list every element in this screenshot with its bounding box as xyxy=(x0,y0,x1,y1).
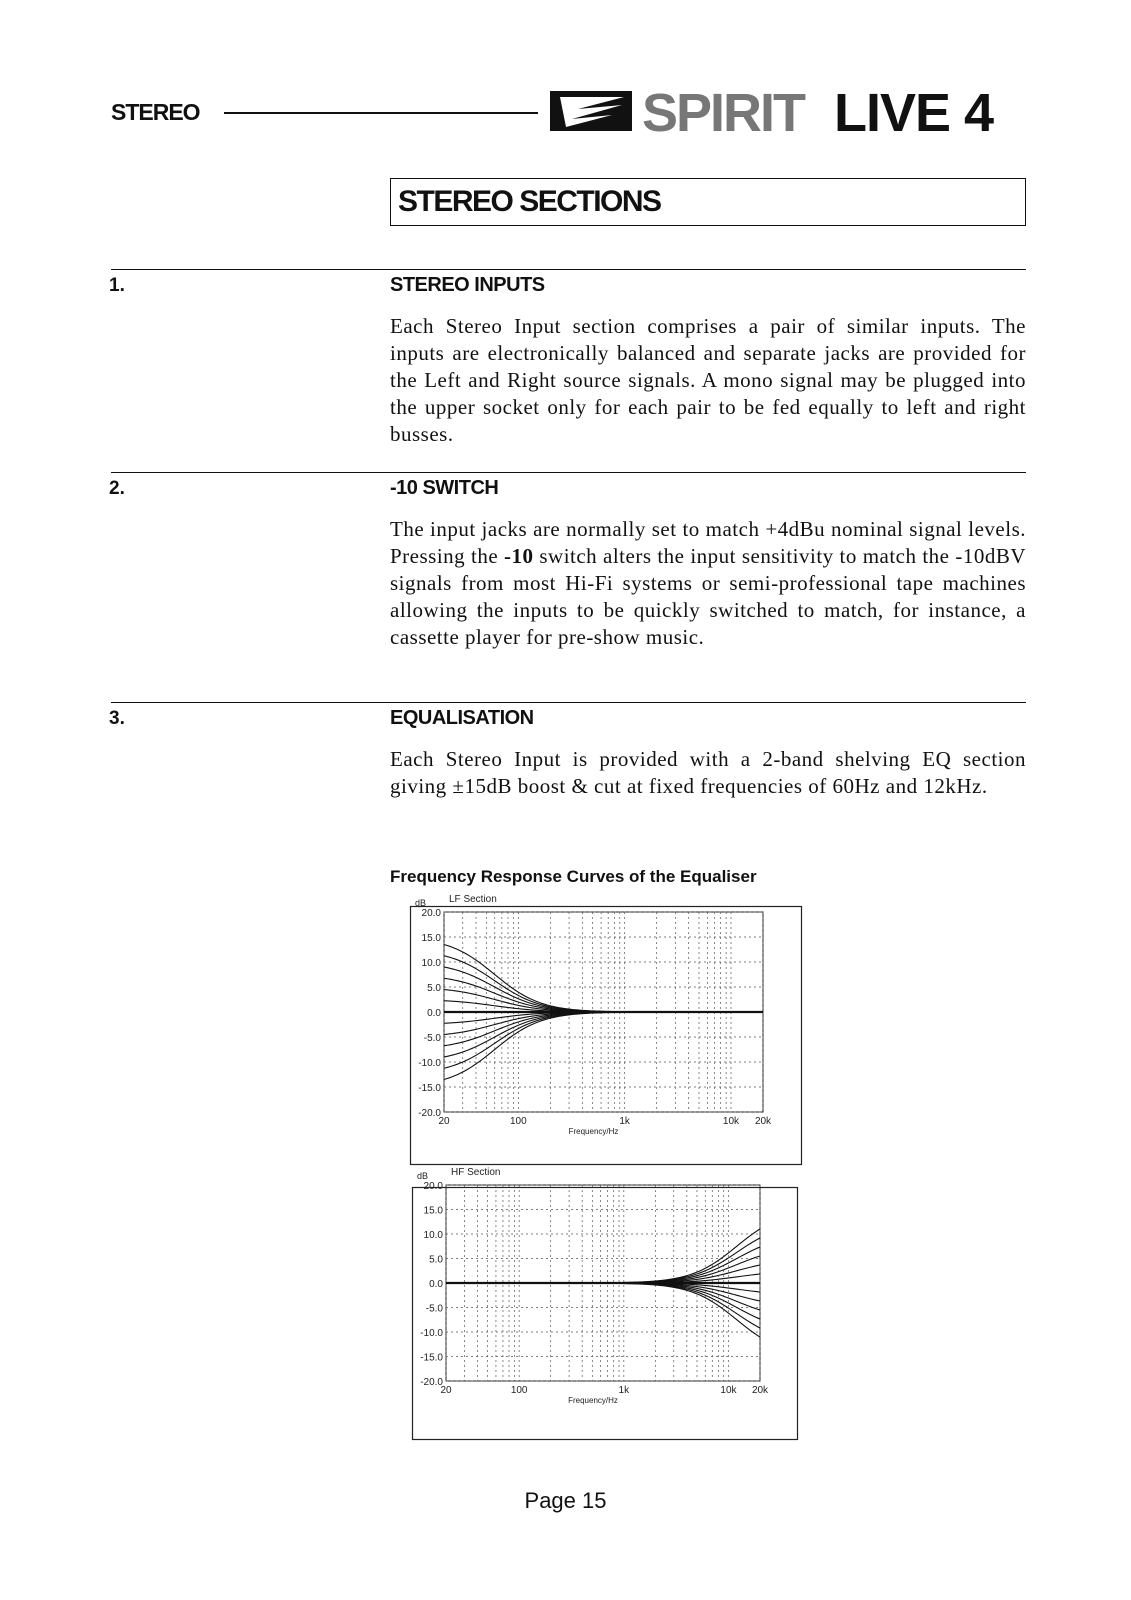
y-tick-label: -20.0 xyxy=(418,1108,441,1119)
page-title-box xyxy=(390,178,1026,226)
hf-eq-chart xyxy=(412,1167,798,1440)
x-tick-label: 1k xyxy=(618,1385,630,1396)
page-title: STEREO SECTIONS xyxy=(398,185,661,218)
x-tick-label: 1k xyxy=(619,1116,630,1127)
x-tick-label: 10k xyxy=(722,1116,740,1127)
y-axis-label: dB xyxy=(417,1171,429,1181)
section-number: 2. xyxy=(109,478,125,499)
chart-title: HF Section xyxy=(451,1167,501,1178)
x-tick-label: 20 xyxy=(440,1385,452,1396)
y-tick-label: 15.0 xyxy=(423,1205,443,1217)
section-rule xyxy=(111,702,1026,703)
brand-spirit-text: SPIRIT xyxy=(642,83,805,143)
y-tick-label: 10.0 xyxy=(421,958,441,969)
lf-eq-chart xyxy=(410,894,802,1165)
section-body: Each Stereo Input section comprises a pair of similar inputs. The inputs are electronically balanced and separate jacks are provided for the Left and Right source signals. A mono signal may be plugged into the upper socket only for each pair to be fed equally to left and right busses. xyxy=(390,314,1026,446)
y-tick-label: -10.0 xyxy=(420,1328,443,1339)
section-body: Each Stereo Input is provided with a 2-band shelving EQ section giving ±15dB boost & cut at fixed frequencies of 60Hz and 12kHz. xyxy=(390,747,1026,798)
y-tick-label: -20.0 xyxy=(420,1377,443,1388)
section-title: STEREO INPUTS xyxy=(390,274,545,296)
section-number: 1. xyxy=(109,275,125,296)
x-tick-label: 20k xyxy=(751,1385,769,1396)
section-rule xyxy=(111,472,1026,473)
header-section-label: STEREO xyxy=(111,99,200,125)
y-tick-label: -5.0 xyxy=(425,1303,443,1315)
y-tick-label: 15.0 xyxy=(421,933,441,944)
y-tick-label: -10.0 xyxy=(418,1058,441,1069)
chart-frame xyxy=(411,907,802,1165)
y-tick-label: 20.0 xyxy=(421,908,441,919)
chart-title: LF Section xyxy=(449,894,497,905)
y-tick-label: -5.0 xyxy=(423,1033,441,1044)
section-title: -10 SWITCH xyxy=(390,477,499,499)
x-tick-label: 10k xyxy=(720,1385,737,1396)
header-rule xyxy=(224,112,538,114)
spirit-live-4-logo xyxy=(548,83,1020,141)
section-body-bold: -10 xyxy=(504,544,534,568)
x-axis-label: Frequency/Hz xyxy=(568,1127,619,1136)
y-tick-label: 0.0 xyxy=(429,1279,443,1290)
x-tick-label: 100 xyxy=(509,1116,527,1127)
y-tick-label: 20.0 xyxy=(423,1181,443,1192)
x-tick-label: 100 xyxy=(510,1385,528,1396)
y-tick-label: 10.0 xyxy=(423,1230,443,1241)
x-tick-label: 20 xyxy=(438,1116,450,1127)
section-body xyxy=(390,516,1026,651)
section-title: EQUALISATION xyxy=(390,707,534,729)
y-tick-label: 5.0 xyxy=(427,983,441,994)
y-tick-label: 5.0 xyxy=(429,1254,443,1266)
section-rule xyxy=(111,269,1026,270)
spirit-logo-mark xyxy=(550,91,632,131)
x-axis-label: Frequency/Hz xyxy=(568,1396,618,1405)
y-tick-label: 0.0 xyxy=(427,1008,441,1019)
y-axis-label: dB xyxy=(415,898,427,908)
y-tick-label: -15.0 xyxy=(418,1083,441,1094)
figure-caption: Frequency Response Curves of the Equaliser xyxy=(390,867,757,886)
section-body-text: switch alters the input sensitivity to match the -10dBV signals from most Hi-Fi systems or semi-professional tape machines allowing the inputs to be quickly switched to match, for instance, a cassette player for pre-show music. xyxy=(390,544,1027,649)
brand-model-text: LIVE 4 xyxy=(834,83,994,143)
y-tick-label: -15.0 xyxy=(420,1352,443,1364)
x-tick-label: 20k xyxy=(754,1116,772,1127)
page-number: Page 15 xyxy=(524,1488,607,1513)
section-body-text: The input jacks are normally set to match +4dBu nominal signal levels. Pressing the xyxy=(390,517,1026,568)
section-number: 3. xyxy=(109,708,125,729)
